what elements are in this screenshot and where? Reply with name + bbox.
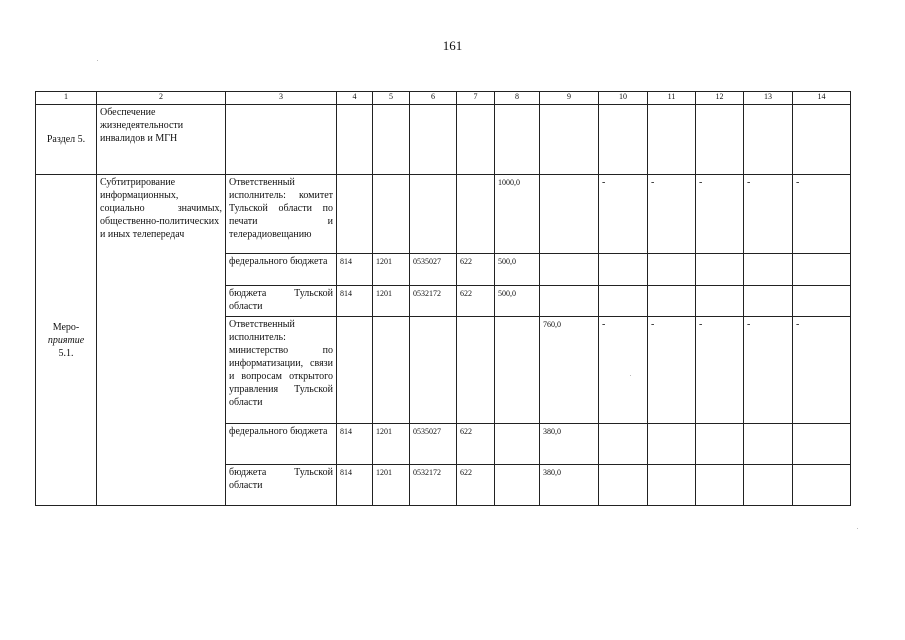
- section-title: Обеспечение жизнедеятельности инвалидов и МГН: [97, 105, 226, 175]
- kbk-cell: [373, 175, 410, 254]
- section-label: Раздел 5.: [36, 105, 97, 175]
- kbk-cell: 1201: [373, 286, 410, 317]
- dash-cell: [696, 254, 744, 286]
- dash-cell: -: [744, 175, 793, 254]
- dash-cell: [744, 286, 793, 317]
- header-cell: 10: [599, 92, 648, 105]
- kbk-cell: 622: [457, 286, 495, 317]
- kbk-cell: 0532172: [410, 465, 457, 506]
- dash-cell: [744, 424, 793, 465]
- header-cell: 1: [36, 92, 97, 105]
- header-cell: 11: [648, 92, 696, 105]
- header-cell: 5: [373, 92, 410, 105]
- dash-cell: [696, 286, 744, 317]
- dash-cell: -: [744, 317, 793, 424]
- kbk-cell: 622: [457, 465, 495, 506]
- header-cell: 4: [337, 92, 373, 105]
- budget-source-cell: бюджета Тульской области: [226, 465, 337, 506]
- header-cell: 9: [540, 92, 599, 105]
- amount-cell: 380,0: [540, 424, 599, 465]
- amount-cell: 380,0: [540, 465, 599, 506]
- budget-source-cell: федерального бюджета: [226, 424, 337, 465]
- dash-cell: -: [696, 317, 744, 424]
- dash-cell: [793, 254, 851, 286]
- measure-label-line: приятие: [47, 334, 85, 346]
- dash-cell: -: [648, 317, 696, 424]
- budget-table: [35, 91, 851, 506]
- dash-cell: [648, 424, 696, 465]
- amount-cell: [495, 317, 540, 424]
- kbk-cell: 814: [337, 424, 373, 465]
- executor-cell: Ответственный исполнитель: комитет Тульской области по печати и телерадиовещанию: [226, 175, 337, 254]
- dash-cell: -: [599, 175, 648, 254]
- header-cell: 7: [457, 92, 495, 105]
- measure-label-line: Меро-: [52, 321, 80, 333]
- dash-cell: [648, 465, 696, 506]
- dash-cell: [793, 286, 851, 317]
- section-row: [36, 105, 851, 175]
- kbk-cell: 0535027: [410, 254, 457, 286]
- scan-speck: [857, 528, 858, 529]
- kbk-cell: [457, 175, 495, 254]
- dash-cell: -: [599, 317, 648, 424]
- kbk-cell: 1201: [373, 465, 410, 506]
- dash-cell: [648, 254, 696, 286]
- dash-cell: [793, 465, 851, 506]
- kbk-cell: 814: [337, 286, 373, 317]
- amount-cell: [540, 175, 599, 254]
- amount-cell: 500,0: [495, 286, 540, 317]
- header-cell: 12: [696, 92, 744, 105]
- dash-cell: -: [648, 175, 696, 254]
- header-cell: 8: [495, 92, 540, 105]
- header-cell: 2: [97, 92, 226, 105]
- kbk-cell: [337, 175, 373, 254]
- amount-cell: [540, 286, 599, 317]
- kbk-cell: 622: [457, 424, 495, 465]
- dash-cell: [696, 424, 744, 465]
- table-row: [36, 175, 851, 254]
- header-row: [36, 92, 851, 105]
- kbk-cell: [410, 175, 457, 254]
- scan-speck: [97, 60, 98, 61]
- dash-cell: -: [696, 175, 744, 254]
- kbk-cell: [457, 317, 495, 424]
- dash-cell: [696, 465, 744, 506]
- header-cell: 3: [226, 92, 337, 105]
- kbk-cell: 622: [457, 254, 495, 286]
- dash-cell: [599, 286, 648, 317]
- kbk-cell: 1201: [373, 254, 410, 286]
- dash-cell: -: [793, 175, 851, 254]
- dash-cell: -: [793, 317, 851, 424]
- dash-cell: [744, 254, 793, 286]
- kbk-cell: 1201: [373, 424, 410, 465]
- kbk-cell: 0535027: [410, 424, 457, 465]
- budget-source-cell: бюджета Тульской области: [226, 286, 337, 317]
- amount-cell: [495, 424, 540, 465]
- kbk-cell: 814: [337, 465, 373, 506]
- measure-label: [36, 175, 97, 506]
- dash-cell: [744, 465, 793, 506]
- dash-cell: [599, 254, 648, 286]
- executor-cell: Ответственный исполнитель: министерство по информатизации, связи и вопросам открытого управления Тульской области: [226, 317, 337, 424]
- kbk-cell: 0532172: [410, 286, 457, 317]
- kbk-cell: 814: [337, 254, 373, 286]
- page-number: 161: [442, 38, 463, 53]
- measure-label-line: 5.1.: [58, 347, 74, 359]
- amount-cell: 760,0: [540, 317, 599, 424]
- header-cell: 6: [410, 92, 457, 105]
- dash-cell: [599, 424, 648, 465]
- kbk-cell: [373, 317, 410, 424]
- scan-speck: [630, 375, 631, 376]
- header-cell: 13: [744, 92, 793, 105]
- header-cell: 14: [793, 92, 851, 105]
- dash-cell: [793, 424, 851, 465]
- amount-cell: 500,0: [495, 254, 540, 286]
- dash-cell: [648, 286, 696, 317]
- dash-cell: [599, 465, 648, 506]
- budget-source-cell: федерального бюджета: [226, 254, 337, 286]
- amount-cell: [540, 254, 599, 286]
- kbk-cell: [337, 317, 373, 424]
- kbk-cell: [410, 317, 457, 424]
- amount-cell: 1000,0: [495, 175, 540, 254]
- amount-cell: [495, 465, 540, 506]
- measure-title: Субтитрирование информационных, социально значимых, общественно-политических и иных телепередач: [97, 175, 226, 506]
